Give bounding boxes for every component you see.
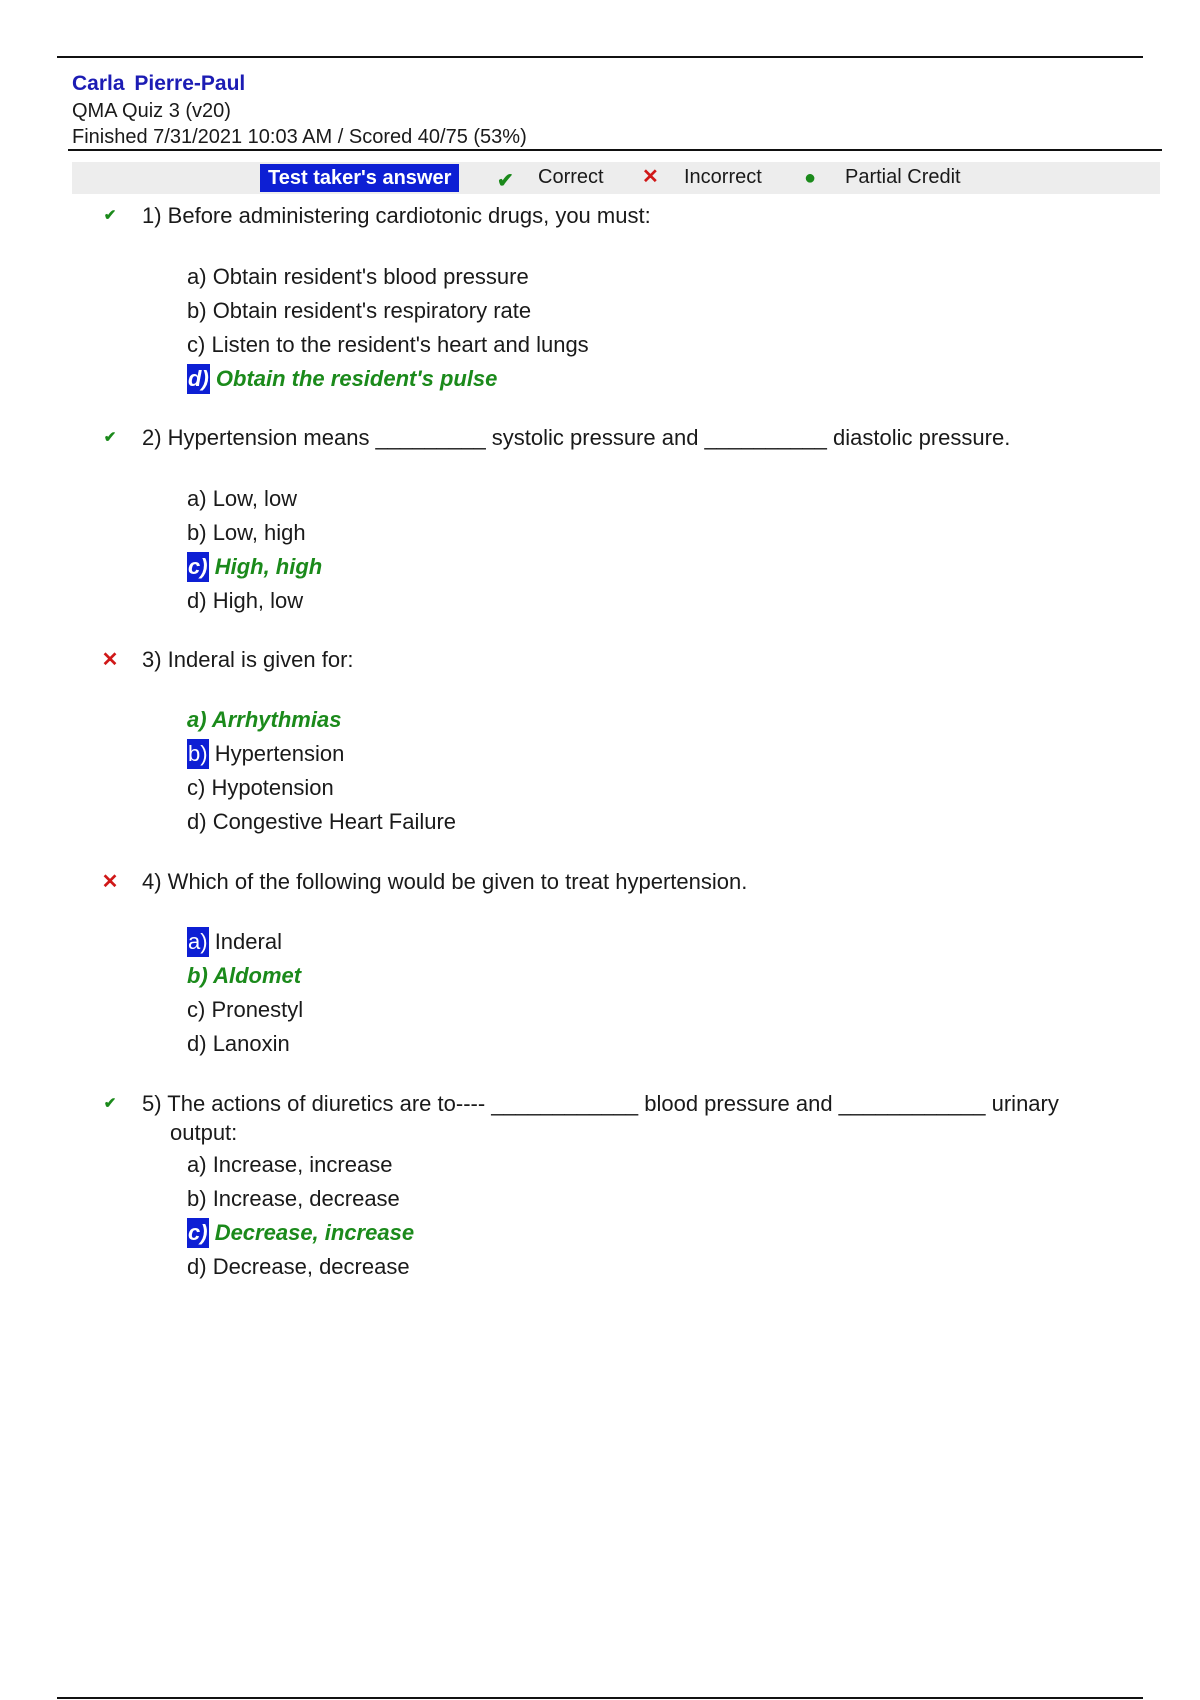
option-text: Decrease, decrease xyxy=(212,1254,410,1279)
option-letter: b) xyxy=(187,520,207,545)
question-text: 2) Hypertension means _________ systolic pressure and __________ diastolic pressure. xyxy=(142,425,1011,450)
top-rule xyxy=(57,56,1143,58)
option-text: Lanoxin xyxy=(212,1031,290,1056)
option-text: Aldomet xyxy=(213,963,302,988)
options-list xyxy=(187,484,322,620)
option-letter: c) xyxy=(187,997,206,1022)
option-a-selected xyxy=(187,927,303,961)
incorrect-x-icon: ✕ xyxy=(101,649,119,671)
question-text-continuation: output: xyxy=(170,1120,238,1145)
option-letter: c) xyxy=(187,775,206,800)
option-c xyxy=(187,330,589,364)
option-d xyxy=(187,1252,414,1286)
option-d-correct xyxy=(187,364,589,398)
option-b xyxy=(187,1184,414,1218)
option-text: Hypertension xyxy=(214,741,345,766)
correct-check-icon: ✔ xyxy=(103,1095,117,1112)
quiz-header xyxy=(72,70,527,150)
correct-check-icon: ✔ xyxy=(103,207,117,224)
option-letter-selected: a) xyxy=(187,927,209,957)
option-text: Increase, increase xyxy=(212,1152,393,1177)
option-a xyxy=(187,484,322,518)
partial-credit-dot-icon: ● xyxy=(804,167,817,189)
question-text: 4) Which of the following would be given to treat hypertension. xyxy=(142,869,748,894)
option-text: Congestive Heart Failure xyxy=(212,809,457,834)
option-text: Obtain resident's blood pressure xyxy=(212,264,529,289)
option-c-correct xyxy=(187,552,322,586)
option-letter-selected: c) xyxy=(187,1218,209,1248)
option-text: Hypotension xyxy=(211,775,334,800)
option-text: Pronestyl xyxy=(211,997,304,1022)
option-text: Low, low xyxy=(212,486,298,511)
option-b xyxy=(187,296,589,330)
test-taker-answer-tag: Test taker's answer xyxy=(260,164,459,192)
option-b-correct xyxy=(187,961,303,995)
option-text: Listen to the resident's heart and lungs xyxy=(211,332,589,357)
option-d xyxy=(187,1029,303,1063)
option-d xyxy=(187,807,456,841)
option-text: Increase, decrease xyxy=(212,1186,400,1211)
question-text: 1) Before administering cardiotonic drugs, you must: xyxy=(142,203,651,228)
option-letter-selected: c) xyxy=(187,552,209,582)
option-letter: c) xyxy=(187,332,206,357)
option-letter: a) xyxy=(187,486,207,511)
option-text: Obtain the resident's pulse xyxy=(215,366,498,391)
option-text: Arrhythmias xyxy=(211,707,342,732)
legend-partial-label: Partial Credit xyxy=(845,166,961,188)
options-list xyxy=(187,927,303,1063)
option-a xyxy=(187,262,589,296)
option-letter: b) xyxy=(187,298,207,323)
options-list xyxy=(187,1150,414,1286)
option-letter: d) xyxy=(187,1031,207,1056)
option-text: High, low xyxy=(212,588,304,613)
option-c-correct xyxy=(187,1218,414,1252)
option-letter: d) xyxy=(187,588,207,613)
correct-check-icon: ✔ xyxy=(497,170,514,192)
option-text: Inderal xyxy=(214,929,282,954)
legend-correct-label: Correct xyxy=(538,166,604,188)
option-letter: d) xyxy=(187,1254,207,1279)
option-letter: a) xyxy=(187,264,207,289)
option-letter: b) xyxy=(187,1186,207,1211)
option-letter: d) xyxy=(187,809,207,834)
option-letter: b) xyxy=(187,963,208,988)
header-rule xyxy=(68,149,1162,151)
option-letter-selected: b) xyxy=(187,739,209,769)
bottom-rule xyxy=(57,1697,1143,1699)
finished-score-line: Finished 7/31/2021 10:03 AM / Scored 40/75 (53%) xyxy=(72,126,527,148)
legend-incorrect-label: Incorrect xyxy=(684,166,762,188)
option-text: Decrease, increase xyxy=(214,1220,415,1245)
option-b-selected xyxy=(187,739,456,773)
options-list xyxy=(187,705,456,841)
option-c xyxy=(187,995,303,1029)
option-d xyxy=(187,586,322,620)
option-a xyxy=(187,1150,414,1184)
option-a-correct xyxy=(187,705,456,739)
option-text: High, high xyxy=(214,554,323,579)
correct-check-icon: ✔ xyxy=(103,429,117,446)
question-text: 3) Inderal is given for: xyxy=(142,647,354,672)
legend-bar xyxy=(72,162,1160,194)
option-letter: a) xyxy=(187,1152,207,1177)
option-b xyxy=(187,518,322,552)
question-text: 5) The actions of diuretics are to---- ____________ blood pressure and ____________ urinary xyxy=(142,1091,1059,1116)
option-text: Low, high xyxy=(212,520,306,545)
incorrect-x-icon: ✕ xyxy=(642,166,659,188)
option-letter-selected: d) xyxy=(187,364,210,394)
option-text: Obtain resident's respiratory rate xyxy=(212,298,532,323)
options-list xyxy=(187,262,589,398)
option-c xyxy=(187,773,456,807)
quiz-title: QMA Quiz 3 (v20) xyxy=(72,100,231,122)
student-name: Carla Pierre-Paul xyxy=(72,72,246,95)
incorrect-x-icon: ✕ xyxy=(101,871,119,893)
option-letter: a) xyxy=(187,707,207,732)
